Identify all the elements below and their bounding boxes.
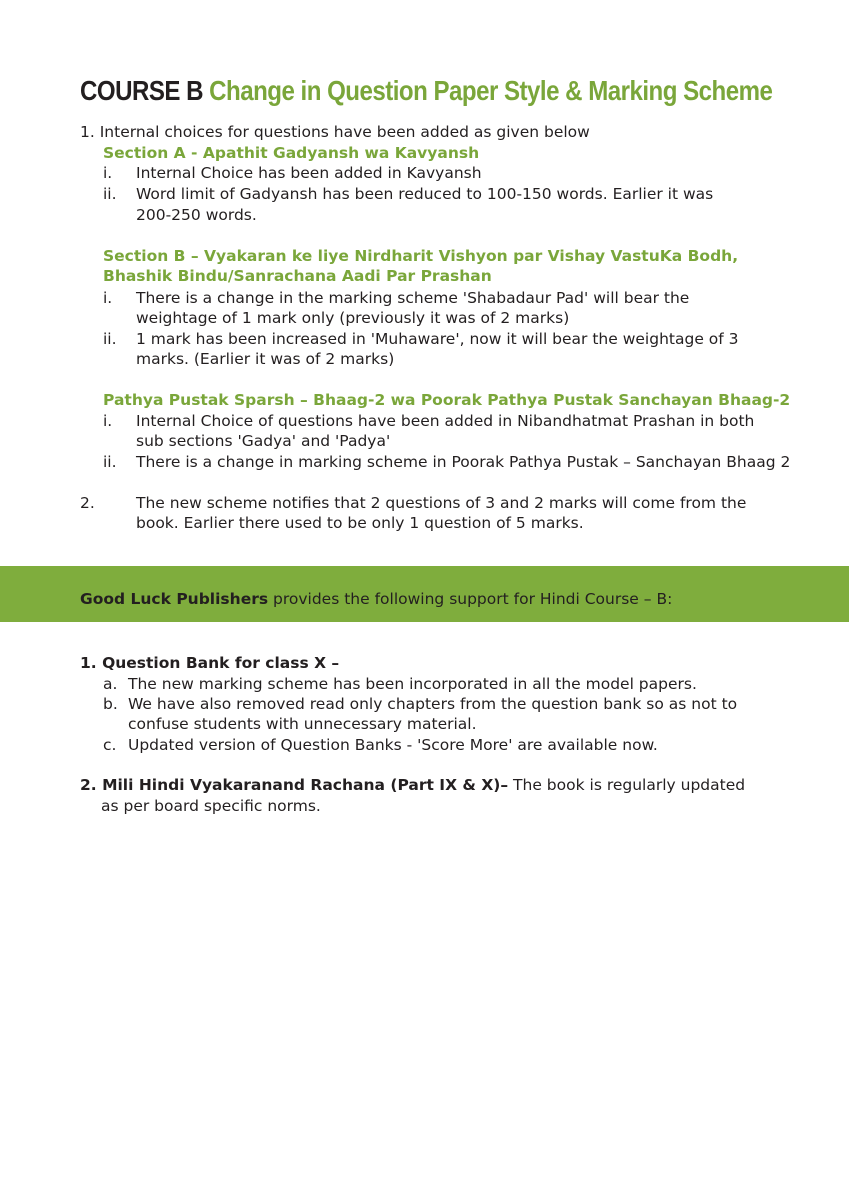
item-1-number: 1. [80,123,95,141]
section-b-point-2-line-2: marks. (Earlier it was of 2 marks) [136,350,395,368]
support-point-b-line-2: confuse students with unnecessary material. [128,715,477,733]
support-banner-text [80,589,672,609]
support-item-2-line-2: as per board specific norms. [101,797,321,815]
item-1-text: Internal choices for questions have been added as given below [99,123,590,141]
section-b-heading-line-1: Section B – Vyakaran ke liye Nirdharit Vishyon par Vishay VastuKa Bodh, [103,247,739,265]
item-2-number: 2. [80,494,95,512]
section-c-heading: Pathya Pustak Sparsh – Bhaag-2 wa Poorak Pathya Pustak Sanchayan Bhaag-2 [103,391,791,409]
section-b-point-2-line-1: 1 mark has been increased in 'Muhaware', now it will bear the weightage of 3 [136,330,739,348]
support-point-a-text: The new marking scheme has been incorporated in all the model papers. [128,675,697,693]
item-1-line [80,122,590,142]
publisher-name: Good Luck Publishers [80,590,269,608]
banner-description: provides the following support for Hindi Course – B: [268,590,673,608]
section-b-point-2-number: ii. [103,330,117,348]
item-2-line-2: book. Earlier there used to be only 1 question of 5 marks. [136,514,584,532]
page-title [80,74,772,108]
section-a-point-1-number: i. [103,164,113,182]
section-a-point-2-line-1: Word limit of Gadyansh has been reduced to 100-150 words. Earlier it was [136,185,714,203]
support-point-c-number: c. [103,736,117,754]
support-point-b-line-1: We have also removed read only chapters from the question bank so as not to [128,695,738,713]
support-point-a-number: a. [103,675,118,693]
support-item-2-title: 2. Mili Hindi Vyakaranand Rachana (Part IX & X)– [80,776,509,794]
section-a-heading: Section A - Apathit Gadyansh wa Kavyansh [103,144,480,162]
section-a-point-2-line-2: 200-250 words. [136,206,257,224]
section-c-point-1-line-1: Internal Choice of questions have been added in Nibandhatmat Prashan in both [136,412,755,430]
section-c-point-1-number: i. [103,412,113,430]
section-a-point-1-text: Internal Choice has been added in Kavyansh [136,164,482,182]
support-item-1-heading: 1. Question Bank for class X – [80,654,340,672]
support-point-b-number: b. [103,695,118,713]
support-point-c-text: Updated version of Question Banks - 'Score More' are available now. [128,736,658,754]
section-b-point-1-number: i. [103,289,113,307]
title-heading: Change in Question Paper Style & Marking Scheme [209,75,773,106]
section-c-point-1-line-2: sub sections 'Gadya' and 'Padya' [136,432,391,450]
section-c-point-2-text: There is a change in marking scheme in Poorak Pathya Pustak – Sanchayan Bhaag 2 [136,453,791,471]
section-b-heading-line-2: Bhashik Bindu/Sanrachana Aadi Par Prashan [103,267,492,285]
title-course-label: COURSE B [80,75,203,106]
section-b-point-1-line-2: weightage of 1 mark only (previously it was of 2 marks) [136,309,570,327]
support-item-2-line-1 [80,775,745,795]
item-2-line-1: The new scheme notifies that 2 questions of 3 and 2 marks will come from the [136,494,747,512]
section-c-point-2-number: ii. [103,453,117,471]
support-item-2-text: The book is regularly updated [508,776,746,794]
section-a-point-2-number: ii. [103,185,117,203]
section-b-point-1-line-1: There is a change in the marking scheme 'Shabadaur Pad' will bear the [136,289,690,307]
